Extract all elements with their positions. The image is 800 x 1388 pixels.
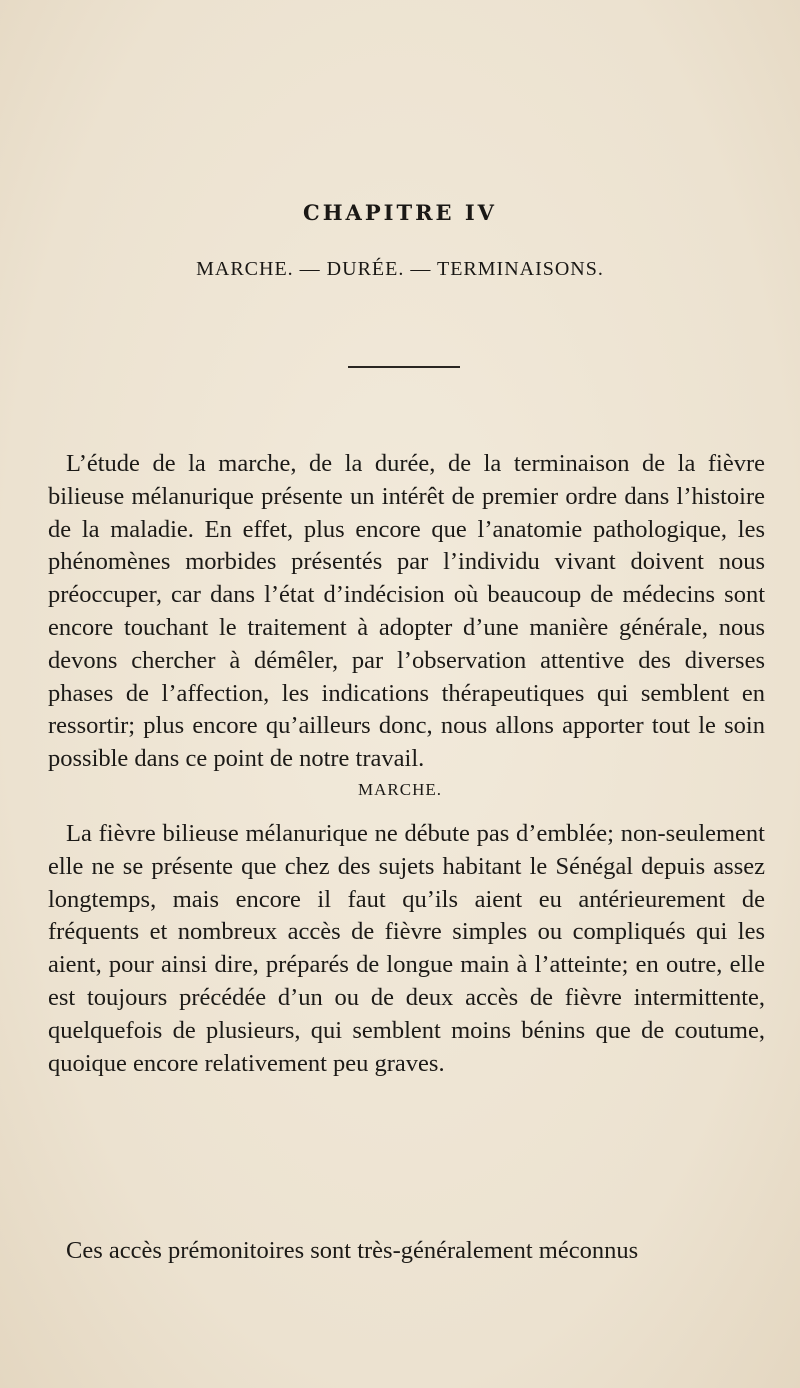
continuation-paragraph: Ces accès prémonitoires sont très-généralement méconnus bbox=[66, 1237, 639, 1264]
chapter-title: CHAPITRE IV bbox=[303, 200, 497, 225]
title-divider-rule bbox=[348, 366, 460, 368]
section-heading-marche: MARCHE. bbox=[358, 780, 442, 799]
marche-paragraph: La fièvre bilieuse mélanurique ne débute pas d’emblée; non-seulement elle ne se présente que chez des sujets habitant le Sénégal depuis assez longtemps, mais encore il faut qu’ils aient eu antérieurement de fréquents et nombreux accès de fièvre simples ou compliqués qui les aient, pour ainsi dire, préparés de longue main à l’atteinte; en outre, elle est toujours précédée d’un ou de deux accès de fièvre intermittente, quelquefois de plusieurs, qui semblent moins bénins que de coutume, quoique encore relativement peu graves. bbox=[48, 820, 765, 1077]
chapter-subtitle: MARCHE. — DURÉE. — TERMINAISONS. bbox=[196, 258, 604, 280]
intro-paragraph: L’étude de la marche, de la durée, de la terminaison de la fièvre bilieuse mélanurique présente un intérêt de premier ordre dans l’histoire de la maladie. En effet, plus encore que l’anatomie pathologique, les phénomènes morbides présentés par l’individu vivant doivent nous préoccuper, car dans l’état d’indécision où beaucoup de médecins sont encore touchant le traitement à adopter d’une manière générale, nous devons chercher à démêler, par l’observation attentive des diverses phases de l’affection, les indications thérapeutiques qui semblent en ressortir; plus encore qu’ailleurs donc, nous allons apporter tout le soin possible dans ce point de notre travail. bbox=[48, 450, 765, 773]
